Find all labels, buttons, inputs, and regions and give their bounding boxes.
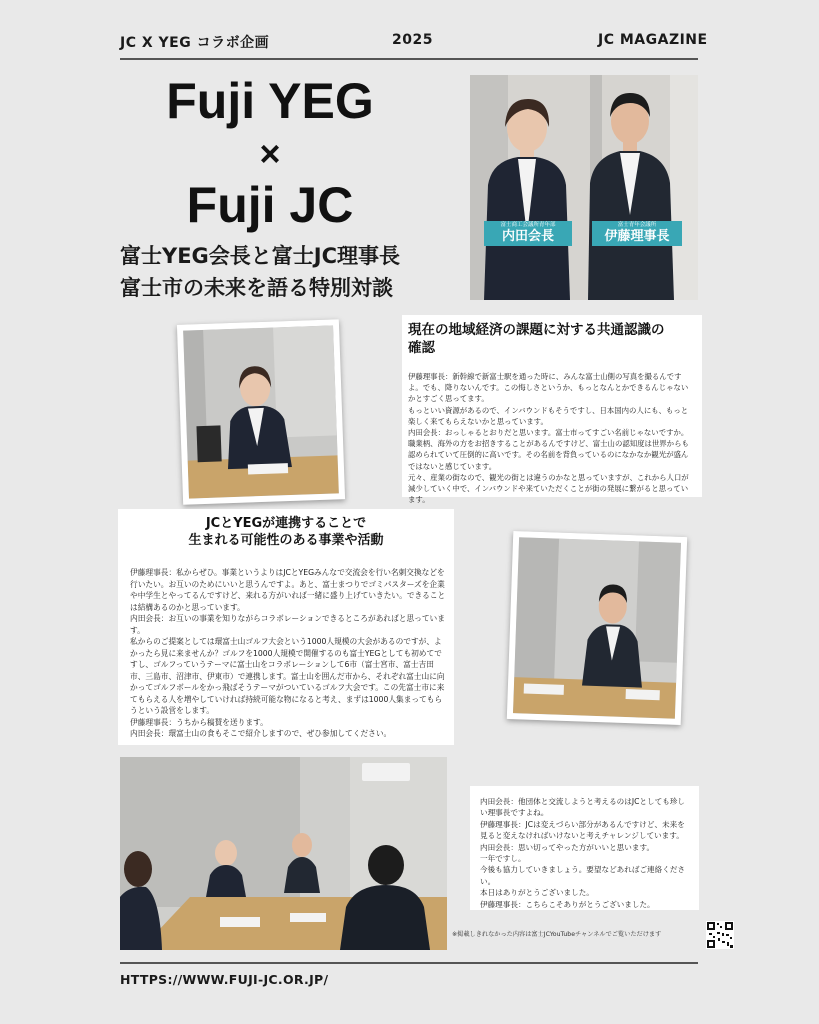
section-common-issues	[402, 315, 702, 505]
section3-paragraph: 伊藤理事長：JCは変えづらい部分があるんですけど、未来を見ると変えなければいけないと考えチャレンジしています。	[480, 819, 685, 841]
section1-paragraph: 元々、産業の街なので、観光の街とは違うのかなと思っていますが、これから人口が減少していく中で、インバウンドや来ていただくことが街の発展に繋がると思っています。	[408, 472, 689, 505]
name-tag-ito-label: 伊藤理事長	[604, 229, 670, 244]
section1-paragraph: 内田会長：おっしゃるとおりだと思います。富士市ってすごい名前じゃないですか。職業柄、海外の方をお招きすることがあるんですけど、富士山の認知度は世界からも認められていて圧倒的に高いです。その名前を背負っているのになかなか観光が盛んではないと感じています。	[408, 428, 689, 471]
photo-two-leaders	[470, 75, 698, 300]
section3-paragraph: 内田会長：思い切ってやった方がいいと思います。	[480, 842, 655, 852]
section2-heading-line1: JCとYEGが連携することで	[205, 516, 367, 531]
section3-paragraph: 今後も協力していきましょう。要望などあればご連絡ください。	[480, 865, 686, 886]
photo-uchida-speaking	[177, 319, 345, 505]
youtube-footnote: ※掲載しきれなかった内容は富士JCYouTubeチャンネルでご覧いただけます	[452, 931, 662, 938]
title-fuji-yeg: Fuji YEG	[166, 73, 374, 129]
photo-meeting-group	[120, 757, 447, 950]
section1-heading-line1: 現在の地域経済の課題に対する共通認識の	[408, 322, 665, 338]
photo-ito-seated	[507, 531, 687, 725]
section3-paragraph: 伊藤理事長：こちらこそありがとうございました。	[480, 899, 655, 909]
section1-heading	[408, 321, 665, 357]
title-cross: ×	[259, 133, 281, 174]
section2-heading-line2: 生まれる可能性のある事業や活動	[188, 533, 384, 548]
name-tag-uchida	[484, 221, 572, 246]
header-year: 2025	[392, 32, 433, 48]
footer-url-link[interactable]: HTTPS://WWW.FUJI-JC.OR.JP/	[120, 972, 329, 987]
header-left: JC X YEG コラボ企画	[120, 35, 270, 51]
section3-body	[480, 796, 692, 910]
name-tag-ito-org: 富士青年会議所	[617, 222, 657, 228]
bottom-divider	[120, 962, 698, 964]
name-tag-ito	[592, 221, 682, 246]
subtitle-line2: 富士市の未来を語る特別対談	[120, 276, 393, 300]
subtitle-line1: 富士YEG会長と富士JC理事長	[120, 244, 401, 268]
section2-paragraph: 内田会長：環富士山の食もそこで紹介しますので、ぜひ参加してください。	[130, 729, 392, 738]
section2-body	[130, 567, 446, 740]
section2-paragraph: 内田会長：お互いの事業を知りながらコラボレーションできるところがあればと思っています。	[130, 614, 445, 635]
section2-paragraph: 伊藤理事長：私からぜひ。事業というよりはJCとYEGみんなで交流会を行い名刺交換などを行いたい。お互いのためにいいと思うんですよ。あと、富士まつりでゴミパスターズを企業や中学生とやってるんですけど、来れる方がいれば一緒に盛り上げていきたい。できることは結構あるのかと思っています。	[130, 568, 446, 612]
qr-code-icon[interactable]	[706, 921, 734, 949]
section-closing	[470, 786, 699, 910]
section3-paragraph: 本日はありがとうございました。	[480, 888, 594, 898]
section2-paragraph: 私からのご提案としては環富士山ゴルフ大会という1000人規模の大会があるのですが、よかったら見に来ませんか？ゴルフを1000人規模で開催するのも富士YEGとしても初めてですし、ゴルフっていうテーマに富士山をコラボレーションして6市（富士宮市、富士吉田市、三島市、沼津市、伊東市）で連携します。富士山を囲んだ市から、それぞれ富士山に向かってゴルフボールをかっ飛ばそうテーマがついているゴルフ大会です。この先富士市に来てもらえる人を増やしていければ持続可能な物になると考え、まずは1000人集まってもらうという設営をします。	[130, 637, 445, 715]
section3-paragraph: 一年ですし。	[480, 854, 526, 864]
section-collaboration	[118, 509, 454, 745]
top-divider	[120, 58, 698, 60]
header-right: JC MAGAZINE	[598, 32, 708, 48]
name-tag-uchida-label: 内田会長	[501, 229, 554, 244]
section2-heading	[118, 515, 454, 549]
section3-paragraph: 内田会長：他団体と交流しようと考えるのはJCとしても珍しい理事長ですよね。	[480, 797, 685, 818]
section1-paragraph: 伊藤理事長：新幹線で新富士駅を通った時に、みんな富士山側の写真を撮るんですよ。でも、降りないんです。この悔しさというか、もっとなんとかできるんじゃないかとすごく思ってます。	[408, 372, 689, 404]
section2-paragraph: 伊藤理事長：うちから稿賛を送ります。	[130, 717, 268, 727]
section1-body	[408, 371, 694, 505]
name-tag-uchida-org: 富士商工会議所青年部	[500, 222, 556, 228]
section1-heading-line2: 確認	[408, 340, 435, 356]
section1-paragraph: もっといい資源があるので、インバウンドもそうですし、日本国内の人にも、もっと楽しく来てもらえないかと思っています。	[408, 405, 689, 426]
title-fuji-jc: Fuji JC	[186, 177, 354, 233]
